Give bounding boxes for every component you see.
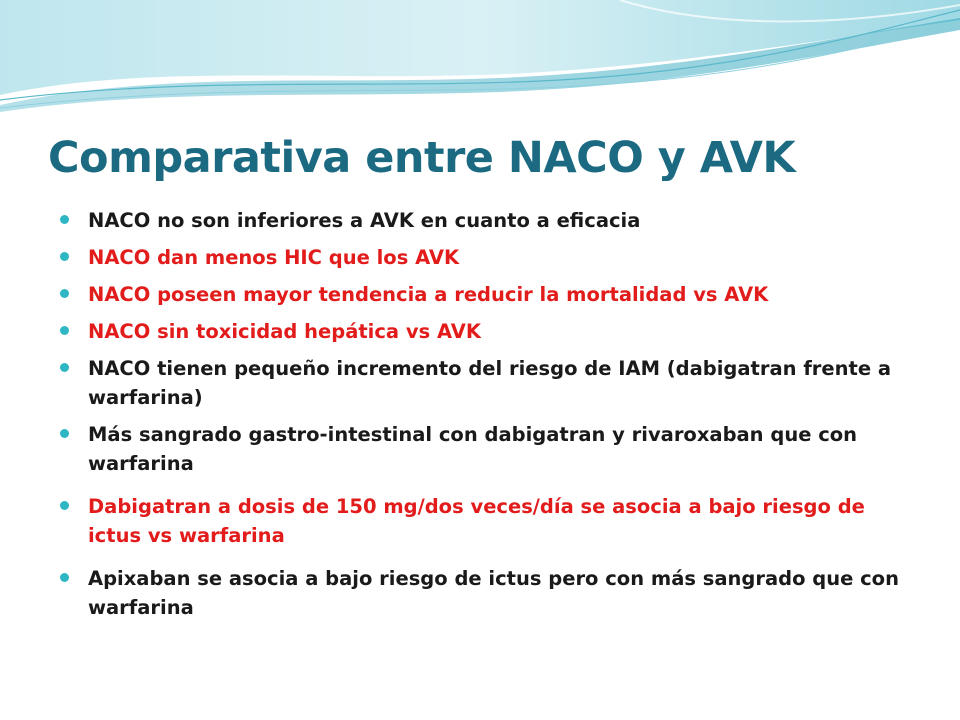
decorative-wave-header: [0, 0, 960, 120]
bullet-list: [60, 206, 920, 630]
bullet-dot-icon: [60, 363, 69, 372]
bullet-dot-icon: [60, 326, 69, 335]
bullet-text: Dabigatran a dosis de 150 mg/dos veces/día se asocia a bajo riesgo de ictus vs warfarina: [88, 495, 865, 547]
bullet-dot-icon: [60, 215, 69, 224]
bullet-dot-icon: [60, 501, 69, 510]
list-item: [60, 317, 920, 346]
list-item: [60, 354, 920, 412]
bullet-text: NACO no son inferiores a AVK en cuanto a eficacia: [88, 209, 641, 232]
list-item: [60, 564, 920, 622]
slide-title: Comparativa entre NACO y AVK: [48, 133, 796, 183]
list-item: [60, 206, 920, 235]
bullet-text: Más sangrado gastro-intestinal con dabigatran y rivaroxaban que con warfarina: [88, 423, 858, 475]
bullet-dot-icon: [60, 289, 69, 298]
bullet-text: NACO poseen mayor tendencia a reducir la mortalidad vs AVK: [88, 283, 769, 306]
bullet-dot-icon: [60, 252, 69, 261]
list-item: [60, 420, 920, 478]
list-item: [60, 280, 920, 309]
bullet-dot-icon: [60, 429, 69, 438]
list-item: [60, 243, 920, 272]
bullet-text: Apixaban se asocia a bajo riesgo de ictus pero con más sangrado que con warfarina: [88, 567, 899, 619]
list-item: [60, 492, 920, 550]
bullet-text: NACO tienen pequeño incremento del riesgo de IAM (dabigatran frente a warfarina): [88, 357, 892, 409]
bullet-dot-icon: [60, 573, 69, 582]
bullet-text: NACO sin toxicidad hepática vs AVK: [88, 320, 481, 343]
bullet-text: NACO dan menos HIC que los AVK: [88, 246, 460, 269]
